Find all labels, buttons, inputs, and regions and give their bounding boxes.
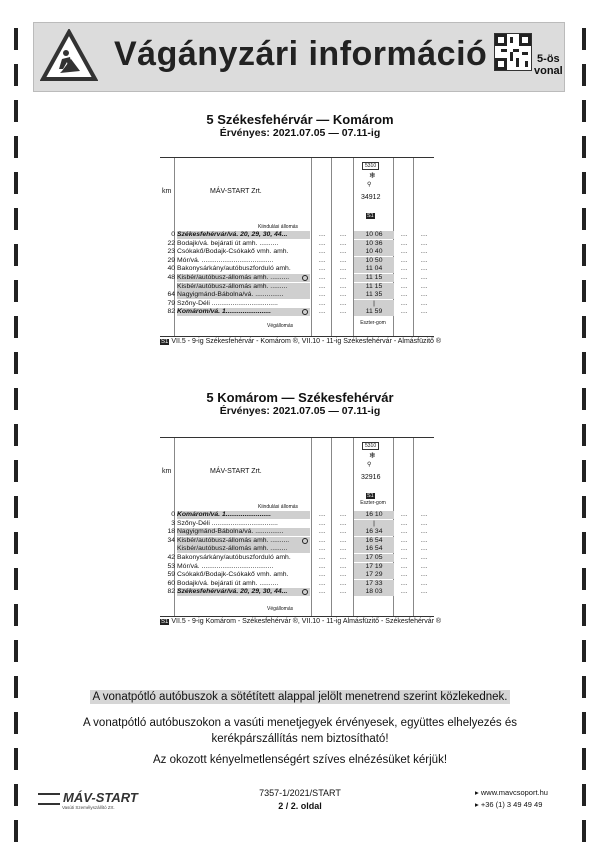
empty-cell: …: [339, 536, 347, 544]
km-value: 0: [171, 231, 175, 238]
empty-cell: …: [420, 519, 428, 527]
km-value: 82: [167, 308, 175, 316]
section-title: 5 Komárom — Székesfehérvár: [206, 390, 394, 405]
departure-time: 11 35: [354, 291, 394, 299]
km-value: 53: [167, 562, 175, 570]
empty-cell: …: [420, 562, 428, 570]
border-dash: [14, 28, 18, 50]
warning-icon: [40, 29, 98, 83]
station-name: Kisbér/autóbusz-állomás amh. ..........: [177, 537, 310, 545]
table-row: [160, 265, 434, 273]
empty-cell: …: [339, 562, 347, 570]
station-name: Bakonysárkány/autóbuszforduló amh.: [177, 554, 291, 561]
empty-cell: …: [339, 274, 347, 281]
empty-cell: …: [400, 239, 408, 247]
empty-cell: …: [339, 256, 347, 264]
empty-cell: …: [400, 282, 408, 290]
departure-time: 10 40: [354, 248, 394, 256]
border-dash: [582, 532, 586, 554]
line-label: 5-ös vonal: [534, 53, 563, 77]
km-value: 82: [167, 588, 175, 596]
border-dash: [14, 676, 18, 698]
border-dash: [582, 460, 586, 482]
footnote-badge: S1: [367, 213, 374, 219]
station-name: Bodajk/vá. bejárati út amh. ..........: [177, 579, 279, 587]
empty-cell: …: [400, 299, 408, 307]
border-dash: [14, 172, 18, 194]
empty-cell: …: [339, 554, 347, 561]
empty-cell: …: [318, 519, 326, 527]
table-row: [160, 563, 434, 571]
qr-code[interactable]: [494, 33, 532, 71]
departure-time: 16 34: [354, 528, 394, 536]
border-dash: [14, 748, 18, 770]
timetable-2: [160, 437, 434, 617]
empty-cell: …: [318, 256, 326, 264]
validity-text: Érvényes: 2021.07.05 — 07.11-ig: [219, 127, 381, 139]
operator-label: MÁV-START Zrt.: [210, 468, 262, 475]
table-row: [160, 231, 434, 239]
border-dash: [582, 136, 586, 158]
station-name: Kisbér/autóbusz-állomás amh. .........: [177, 283, 310, 291]
km-header: km: [162, 188, 172, 195]
train-code-badge: 5310: [362, 162, 379, 170]
empty-cell: …: [400, 536, 408, 544]
origin-label: Kiindulási állomás: [258, 224, 299, 230]
border-dash: [14, 712, 18, 734]
table-row: [160, 554, 434, 562]
empty-cell: …: [420, 282, 428, 290]
bike-icon: ⚲: [367, 462, 372, 468]
border-dash: [14, 244, 18, 266]
empty-cell: …: [318, 282, 326, 290]
table-row: [160, 283, 434, 291]
empty-cell: …: [400, 554, 408, 561]
end-label: Végállomás: [267, 323, 294, 329]
table-row: [160, 248, 434, 256]
km-value: 3: [171, 519, 175, 527]
border-dash: [14, 280, 18, 302]
departure-time: 10 36: [354, 240, 394, 248]
empty-cell: …: [318, 554, 326, 561]
empty-cell: …: [420, 511, 428, 518]
station-name: Nagyigmánd-Bábolna/vá. ...............: [177, 528, 310, 536]
website-link[interactable]: ▸ www.mavcsoport.hu: [475, 788, 548, 797]
border-dash: [14, 424, 18, 446]
footnote-text: VII.5 - 9-ig Komárom - Székesfehérvár ®, VII.10 - 11-ig Almásfüzitő - Székesfehérvár ®: [171, 618, 442, 625]
table-row: [160, 274, 434, 282]
km-value: 29: [167, 256, 175, 264]
end-label: Végállomás: [267, 606, 294, 612]
departure-time: 16 54: [354, 545, 394, 553]
departure-time: 16 10: [354, 511, 394, 519]
station-name: Kisbér/autóbusz-állomás amh. ..........: [177, 274, 310, 282]
station-name: Mór/vá. ......................................: [177, 256, 274, 264]
empty-cell: …: [400, 265, 408, 273]
departure-time: 17 05: [354, 554, 394, 562]
km-value: 18: [167, 528, 175, 536]
km-value: 64: [167, 291, 175, 299]
empty-cell: …: [400, 231, 408, 238]
border-dash: [14, 532, 18, 554]
km-value: 60: [167, 579, 175, 587]
departure-time: 17 19: [354, 563, 394, 571]
empty-cell: …: [400, 588, 408, 596]
train-code-badge: 5310: [362, 442, 379, 450]
border-dash: [14, 820, 18, 842]
train-number: 32916: [361, 474, 381, 481]
empty-cell: …: [339, 528, 347, 536]
border-dash: [582, 820, 586, 842]
departure-time: 11 15: [354, 274, 394, 282]
border-dash: [582, 604, 586, 626]
footnote-badge: S1: [161, 339, 169, 345]
interchange-icon: [302, 538, 308, 544]
border-dash: [14, 64, 18, 86]
empty-cell: …: [318, 545, 326, 553]
logo-subtitle: Vasúti Személyszállító Zrt.: [62, 805, 115, 810]
station-name: Mór/vá. ......................................: [177, 562, 274, 570]
empty-cell: …: [339, 571, 347, 579]
station-name: Bodajk/vá. bejárati út amh. ..........: [177, 239, 279, 247]
empty-cell: …: [339, 519, 347, 527]
table-row: [160, 545, 434, 553]
empty-cell: …: [318, 248, 326, 256]
train-number: 34912: [361, 194, 381, 201]
footnote: [160, 618, 441, 625]
border-dash: [14, 496, 18, 518]
table-row: [160, 291, 434, 299]
km-value: 34: [167, 536, 175, 544]
empty-cell: …: [318, 274, 326, 281]
border-dash: [582, 280, 586, 302]
border-dash: [582, 496, 586, 518]
border-dash: [582, 568, 586, 590]
station-name: Komárom/vá. 1........................: [177, 511, 310, 519]
origin-label: Kiindulási állomás: [258, 504, 299, 510]
empty-cell: …: [400, 519, 408, 527]
page-title: Vágányzári információ: [114, 35, 488, 73]
table-row: [160, 537, 434, 545]
departure-time: 10 50: [354, 257, 394, 265]
km-value: 48: [167, 274, 175, 281]
operator-label: MÁV-START Zrt.: [210, 188, 262, 195]
empty-cell: …: [420, 239, 428, 247]
km-value: 0: [171, 511, 175, 518]
border-dash: [14, 136, 18, 158]
empty-cell: …: [420, 554, 428, 561]
table-row: [160, 257, 434, 265]
empty-cell: …: [339, 308, 347, 316]
empty-cell: …: [318, 291, 326, 299]
empty-cell: …: [420, 265, 428, 273]
station-name: Székesfehérvár/vá. 20, 29, 30, 44...: [177, 231, 310, 239]
km-value: 22: [167, 239, 175, 247]
empty-cell: …: [318, 571, 326, 579]
empty-cell: …: [420, 299, 428, 307]
timetable-1: [160, 157, 434, 337]
bike-icon: ⚲: [367, 182, 372, 188]
empty-cell: …: [339, 545, 347, 553]
empty-cell: …: [318, 511, 326, 518]
empty-cell: …: [420, 308, 428, 316]
station-name: Szőny-Déli ...................................: [177, 519, 278, 527]
empty-cell: …: [318, 579, 326, 587]
snowflake-icon: ❄: [369, 451, 376, 460]
snowflake-icon: ❄: [369, 171, 376, 180]
empty-cell: …: [400, 579, 408, 587]
empty-cell: …: [420, 536, 428, 544]
notice-shaded: A vonatpótló autóbuszok a sötétített alappal jelölt menetrend szerint közlekednek.: [40, 689, 560, 705]
station-name: Komárom/vá. 1........................: [177, 308, 310, 316]
km-header: km: [162, 468, 172, 475]
empty-cell: …: [420, 291, 428, 299]
phone-number: ▸ +36 (1) 3 49 49 49: [475, 800, 543, 809]
border-dash: [14, 568, 18, 590]
final-destination-mark: Eszter-gom: [360, 320, 386, 326]
station-name: Kisbér/autóbusz-állomás amh. .........: [177, 545, 310, 553]
table-row: [160, 511, 434, 519]
table-row: [160, 528, 434, 536]
empty-cell: …: [420, 528, 428, 536]
empty-cell: …: [400, 562, 408, 570]
border-dash: [582, 172, 586, 194]
border-dash: [582, 208, 586, 230]
departure-time: 10 06: [354, 231, 394, 239]
empty-cell: …: [339, 588, 347, 596]
empty-cell: …: [318, 265, 326, 273]
border-dash: [582, 64, 586, 86]
footnote: [160, 338, 441, 345]
empty-cell: …: [339, 579, 347, 587]
border-dash: [14, 460, 18, 482]
empty-cell: …: [318, 239, 326, 247]
departure-time: 11 04: [354, 265, 394, 273]
departure-time: 16 54: [354, 537, 394, 545]
border-dash: [582, 640, 586, 662]
empty-cell: …: [420, 231, 428, 238]
empty-cell: …: [318, 528, 326, 536]
station-name: Csókakő/Bodajk-Csókakő vmh. amh.: [177, 248, 289, 256]
empty-cell: …: [339, 282, 347, 290]
mav-start-logo: MÁV-START: [38, 790, 138, 805]
empty-cell: …: [400, 528, 408, 536]
empty-cell: …: [420, 545, 428, 553]
border-dash: [14, 352, 18, 374]
empty-cell: …: [420, 571, 428, 579]
footnote-badge: S1: [161, 619, 169, 625]
border-dash: [582, 424, 586, 446]
footnote-text: VII.5 - 9-ig Székesfehérvár - Komárom ®, VII.10 - 11-ig Székesfehérvár - Almásfüzitő ®: [171, 338, 442, 345]
empty-cell: …: [318, 536, 326, 544]
table-row: [160, 580, 434, 588]
border-dash: [582, 352, 586, 374]
empty-cell: …: [400, 256, 408, 264]
departure-time: |: [354, 520, 394, 528]
departure-time: 17 33: [354, 580, 394, 588]
border-dash: [582, 28, 586, 50]
empty-cell: …: [339, 299, 347, 307]
origin-mark: Eszter-gom: [360, 500, 386, 506]
empty-cell: …: [400, 571, 408, 579]
empty-cell: …: [420, 274, 428, 281]
departure-time: 18 03: [354, 588, 394, 596]
empty-cell: …: [318, 562, 326, 570]
empty-cell: …: [420, 579, 428, 587]
border-dash: [582, 712, 586, 734]
table-row: [160, 308, 434, 316]
empty-cell: …: [400, 291, 408, 299]
header-banner: [33, 22, 565, 92]
table-row: [160, 300, 434, 308]
border-dash: [14, 208, 18, 230]
empty-cell: …: [400, 308, 408, 316]
section-title: 5 Székesfehérvár — Komárom: [206, 112, 394, 127]
footnote-badge: S1: [367, 493, 374, 499]
border-dash: [14, 316, 18, 338]
km-value: 42: [167, 554, 175, 561]
interchange-icon: [302, 275, 308, 281]
empty-cell: …: [339, 265, 347, 273]
departure-time: 17 29: [354, 571, 394, 579]
departure-time: 11 15: [354, 283, 394, 291]
empty-cell: …: [400, 274, 408, 281]
empty-cell: …: [339, 291, 347, 299]
empty-cell: …: [339, 248, 347, 256]
empty-cell: …: [339, 511, 347, 518]
border-dash: [582, 676, 586, 698]
border-dash: [582, 748, 586, 770]
empty-cell: …: [339, 231, 347, 238]
empty-cell: …: [420, 248, 428, 256]
page-number: 2 / 2. oldal: [278, 801, 322, 811]
station-name: Bakonysárkány/autóbuszforduló amh.: [177, 265, 291, 273]
km-value: 79: [167, 299, 175, 307]
table-row: [160, 240, 434, 248]
validity-text: Érvényes: 2021.07.05 — 07.11-ig: [219, 405, 381, 417]
departure-time: 11 59: [354, 308, 394, 316]
border-dash: [582, 244, 586, 266]
empty-cell: …: [400, 545, 408, 553]
station-name: Csókakő/Bodajk-Csókakő vmh. amh.: [177, 571, 289, 579]
border-dash: [14, 640, 18, 662]
station-name: Szőny-Déli ...................................: [177, 299, 278, 307]
table-row: [160, 520, 434, 528]
notice-tickets: A vonatpótló autóbuszokon a vasúti menetjegyek érvényesek, együttes elhelyezés és kerékpárszállítás nem biztosítható!: [82, 717, 518, 745]
border-dash: [14, 604, 18, 626]
empty-cell: …: [318, 231, 326, 238]
empty-cell: …: [420, 588, 428, 596]
km-value: 40: [167, 265, 175, 273]
station-name: Nagyigmánd-Bábolna/vá. ...............: [177, 291, 310, 299]
station-name: Székesfehérvár/vá. 20, 29, 30, 44...: [177, 588, 310, 596]
document-number: 7357-1/2021/START: [259, 788, 341, 798]
empty-cell: …: [420, 256, 428, 264]
border-dash: [582, 316, 586, 338]
km-value: 23: [167, 248, 175, 256]
notice-apology: Az okozott kényelmetlenségért szíves elnézésüket kérjük!: [152, 754, 448, 766]
departure-time: |: [354, 300, 394, 308]
empty-cell: …: [339, 239, 347, 247]
empty-cell: …: [318, 588, 326, 596]
empty-cell: …: [400, 511, 408, 518]
empty-cell: …: [318, 299, 326, 307]
table-row: [160, 588, 434, 596]
empty-cell: …: [318, 308, 326, 316]
table-row: [160, 571, 434, 579]
empty-cell: …: [400, 248, 408, 256]
km-value: 59: [167, 571, 175, 579]
